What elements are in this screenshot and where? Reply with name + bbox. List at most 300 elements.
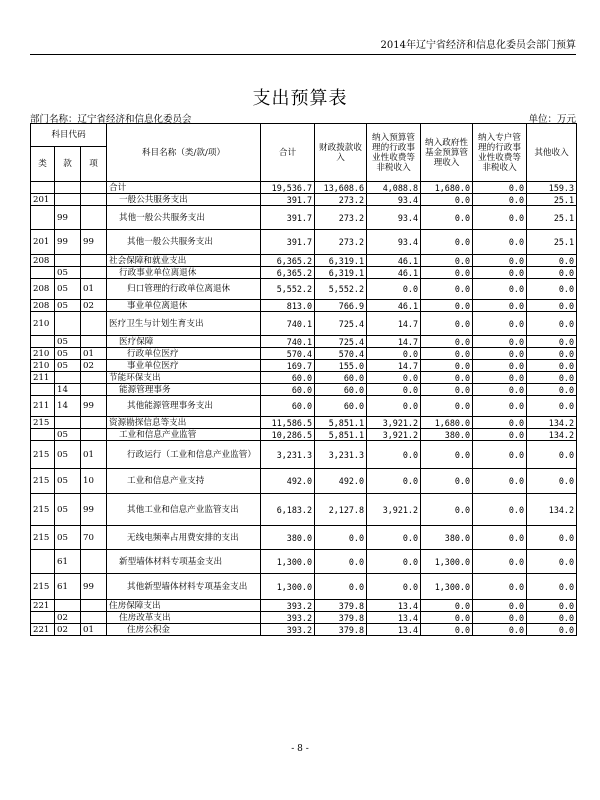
cell-name: 其他一般公共服务支出 <box>107 206 261 230</box>
cell-kuan <box>55 372 81 384</box>
cell-lei <box>31 182 55 194</box>
cell-admin-fee: 93.4 <box>367 206 421 230</box>
cell-special: 0.0 <box>473 312 527 336</box>
cell-admin-fee: 3,921.2 <box>367 429 421 441</box>
cell-special: 0.0 <box>473 194 527 206</box>
cell-fiscal: 155.0 <box>315 360 367 372</box>
cell-name: 工业和信息产业监管 <box>107 429 261 441</box>
cell-name: 能源管理事务 <box>107 384 261 396</box>
cell-xiang <box>81 417 107 429</box>
cell-total: 492.0 <box>261 469 315 494</box>
cell-xiang <box>81 372 107 384</box>
cell-fiscal: 379.8 <box>315 612 367 624</box>
cell-xiang <box>81 336 107 348</box>
cell-fiscal: 273.2 <box>315 230 367 255</box>
cell-lei: 215 <box>31 494 55 526</box>
cell-gov-fund: 1,680.0 <box>421 182 473 194</box>
cell-kuan: 05 <box>55 494 81 526</box>
cell-kuan <box>55 255 81 267</box>
table-row <box>31 494 577 526</box>
cell-total: 393.2 <box>261 600 315 612</box>
cell-kuan: 02 <box>55 612 81 624</box>
cell-admin-fee: 14.7 <box>367 360 421 372</box>
cell-admin-fee: 0.0 <box>367 550 421 574</box>
header-fiscal: 财政拨款收入 <box>315 124 367 182</box>
cell-fiscal: 0.0 <box>315 574 367 600</box>
cell-other: 0.0 <box>527 550 577 574</box>
cell-lei: 211 <box>31 372 55 384</box>
cell-lei: 208 <box>31 255 55 267</box>
cell-other: 0.0 <box>527 372 577 384</box>
cell-special: 0.0 <box>473 255 527 267</box>
cell-gov-fund: 1,300.0 <box>421 550 473 574</box>
header-lei: 类 <box>31 147 55 182</box>
cell-special: 0.0 <box>473 396 527 417</box>
cell-admin-fee: 0.0 <box>367 441 421 469</box>
cell-special: 0.0 <box>473 372 527 384</box>
cell-xiang: 01 <box>81 348 107 360</box>
cell-special: 0.0 <box>473 267 527 279</box>
table-body <box>31 182 577 636</box>
table-row <box>31 348 577 360</box>
cell-total: 393.2 <box>261 612 315 624</box>
cell-fiscal: 5,851.1 <box>315 417 367 429</box>
table-row <box>31 624 577 636</box>
cell-name: 合计 <box>107 182 261 194</box>
cell-name: 新型墙体材料专项基金支出 <box>107 550 261 574</box>
cell-xiang <box>81 429 107 441</box>
cell-lei: 215 <box>31 417 55 429</box>
cell-lei <box>31 550 55 574</box>
table-row <box>31 182 577 194</box>
cell-xiang <box>81 312 107 336</box>
table-row <box>31 429 577 441</box>
cell-lei: 208 <box>31 279 55 300</box>
cell-admin-fee: 46.1 <box>367 255 421 267</box>
cell-special: 0.0 <box>473 182 527 194</box>
cell-gov-fund: 0.0 <box>421 312 473 336</box>
cell-name: 归口管理的行政单位离退休 <box>107 279 261 300</box>
cell-xiang: 99 <box>81 574 107 600</box>
cell-other: 0.0 <box>527 312 577 336</box>
header-xiang: 项 <box>81 147 107 182</box>
header-special: 纳入专户管理的行政事业性收费等非税收入 <box>473 124 527 182</box>
cell-admin-fee: 0.0 <box>367 348 421 360</box>
department-label: 部门名称：辽宁省经济和信息化委员会 <box>30 114 192 125</box>
cell-xiang: 02 <box>81 360 107 372</box>
cell-kuan: 05 <box>55 429 81 441</box>
cell-total: 60.0 <box>261 372 315 384</box>
cell-other: 0.0 <box>527 384 577 396</box>
cell-special: 0.0 <box>473 624 527 636</box>
cell-fiscal: 0.0 <box>315 550 367 574</box>
header-admin-fee: 纳入预算管理的行政事业性收费等非税收入 <box>367 124 421 182</box>
expenditure-budget-table <box>30 123 577 636</box>
cell-admin-fee: 0.0 <box>367 384 421 396</box>
cell-kuan: 05 <box>55 348 81 360</box>
cell-other: 0.0 <box>527 255 577 267</box>
page-title: 支出预算表 <box>252 88 348 109</box>
cell-other: 134.2 <box>527 494 577 526</box>
cell-other: 25.1 <box>527 194 577 206</box>
cell-name: 节能环保支出 <box>107 372 261 384</box>
cell-name: 医疗卫生与计划生育支出 <box>107 312 261 336</box>
table-row <box>31 372 577 384</box>
cell-gov-fund: 0.0 <box>421 206 473 230</box>
cell-fiscal: 273.2 <box>315 194 367 206</box>
cell-lei: 210 <box>31 360 55 372</box>
cell-special: 0.0 <box>473 526 527 550</box>
cell-kuan: 14 <box>55 384 81 396</box>
cell-gov-fund: 380.0 <box>421 429 473 441</box>
table-row <box>31 600 577 612</box>
cell-other: 0.0 <box>527 441 577 469</box>
cell-lei <box>31 429 55 441</box>
cell-gov-fund: 0.0 <box>421 336 473 348</box>
cell-special: 0.0 <box>473 550 527 574</box>
cell-total: 60.0 <box>261 384 315 396</box>
table-row <box>31 336 577 348</box>
table-row <box>31 417 577 429</box>
cell-name: 事业单位离退休 <box>107 300 261 312</box>
cell-kuan: 05 <box>55 360 81 372</box>
cell-total: 60.0 <box>261 396 315 417</box>
table-row <box>31 194 577 206</box>
cell-total: 169.7 <box>261 360 315 372</box>
cell-admin-fee: 0.0 <box>367 526 421 550</box>
cell-lei <box>31 612 55 624</box>
cell-name: 住房公积金 <box>107 624 261 636</box>
cell-fiscal: 13,608.6 <box>315 182 367 194</box>
cell-xiang <box>81 194 107 206</box>
cell-name: 无线电频率占用费安排的支出 <box>107 526 261 550</box>
cell-special: 0.0 <box>473 300 527 312</box>
cell-name: 医疗保障 <box>107 336 261 348</box>
cell-admin-fee: 14.7 <box>367 336 421 348</box>
cell-gov-fund: 0.0 <box>421 255 473 267</box>
cell-gov-fund: 0.0 <box>421 372 473 384</box>
cell-kuan <box>55 600 81 612</box>
cell-total: 740.1 <box>261 336 315 348</box>
cell-kuan: 99 <box>55 230 81 255</box>
cell-special: 0.0 <box>473 206 527 230</box>
cell-gov-fund: 0.0 <box>421 279 473 300</box>
cell-gov-fund: 0.0 <box>421 360 473 372</box>
cell-admin-fee: 3,921.2 <box>367 417 421 429</box>
cell-total: 11,586.5 <box>261 417 315 429</box>
cell-lei: 215 <box>31 469 55 494</box>
cell-xiang: 99 <box>81 230 107 255</box>
cell-special: 0.0 <box>473 279 527 300</box>
cell-fiscal: 6,319.1 <box>315 255 367 267</box>
cell-xiang: 70 <box>81 526 107 550</box>
cell-gov-fund: 0.0 <box>421 230 473 255</box>
table-row <box>31 441 577 469</box>
cell-lei: 210 <box>31 312 55 336</box>
table-row <box>31 526 577 550</box>
cell-total: 391.7 <box>261 194 315 206</box>
cell-gov-fund: 0.0 <box>421 194 473 206</box>
cell-admin-fee: 93.4 <box>367 194 421 206</box>
cell-admin-fee: 0.0 <box>367 372 421 384</box>
table-row <box>31 360 577 372</box>
cell-fiscal: 5,851.1 <box>315 429 367 441</box>
cell-kuan <box>55 312 81 336</box>
table-row <box>31 574 577 600</box>
table-row <box>31 396 577 417</box>
table-row <box>31 267 577 279</box>
cell-special: 0.0 <box>473 612 527 624</box>
cell-total: 391.7 <box>261 206 315 230</box>
cell-fiscal: 2,127.8 <box>315 494 367 526</box>
cell-total: 5,552.2 <box>261 279 315 300</box>
cell-name: 住房改革支出 <box>107 612 261 624</box>
cell-gov-fund: 0.0 <box>421 396 473 417</box>
page-number: - 8 - <box>291 744 309 754</box>
cell-lei: 208 <box>31 300 55 312</box>
cell-lei: 215 <box>31 441 55 469</box>
cell-fiscal: 5,552.2 <box>315 279 367 300</box>
cell-admin-fee: 4,088.8 <box>367 182 421 194</box>
cell-total: 391.7 <box>261 230 315 255</box>
cell-xiang: 01 <box>81 441 107 469</box>
cell-fiscal: 0.0 <box>315 526 367 550</box>
cell-xiang: 01 <box>81 279 107 300</box>
cell-admin-fee: 0.0 <box>367 574 421 600</box>
cell-other: 0.0 <box>527 469 577 494</box>
table-row <box>31 612 577 624</box>
cell-xiang: 99 <box>81 494 107 526</box>
cell-special: 0.0 <box>473 494 527 526</box>
table-row <box>31 312 577 336</box>
cell-fiscal: 766.9 <box>315 300 367 312</box>
cell-kuan <box>55 182 81 194</box>
cell-total: 3,231.3 <box>261 441 315 469</box>
cell-total: 380.0 <box>261 526 315 550</box>
cell-xiang <box>81 550 107 574</box>
cell-admin-fee: 13.4 <box>367 612 421 624</box>
cell-other: 0.0 <box>527 574 577 600</box>
cell-fiscal: 379.8 <box>315 624 367 636</box>
cell-lei <box>31 206 55 230</box>
cell-other: 25.1 <box>527 206 577 230</box>
cell-special: 0.0 <box>473 429 527 441</box>
cell-lei: 221 <box>31 600 55 612</box>
cell-kuan: 99 <box>55 206 81 230</box>
cell-xiang <box>81 255 107 267</box>
cell-special: 0.0 <box>473 348 527 360</box>
cell-gov-fund: 0.0 <box>421 348 473 360</box>
cell-special: 0.0 <box>473 574 527 600</box>
cell-total: 1,300.0 <box>261 574 315 600</box>
cell-name: 行政运行（工业和信息产业监管） <box>107 441 261 469</box>
cell-total: 10,286.5 <box>261 429 315 441</box>
cell-gov-fund: 0.0 <box>421 612 473 624</box>
cell-other: 25.1 <box>527 230 577 255</box>
cell-special: 0.0 <box>473 336 527 348</box>
cell-kuan <box>55 194 81 206</box>
cell-other: 0.0 <box>527 336 577 348</box>
cell-admin-fee: 0.0 <box>367 469 421 494</box>
cell-special: 0.0 <box>473 230 527 255</box>
cell-name: 事业单位医疗 <box>107 360 261 372</box>
cell-xiang <box>81 600 107 612</box>
cell-other: 0.0 <box>527 348 577 360</box>
cell-gov-fund: 1,300.0 <box>421 574 473 600</box>
cell-lei: 210 <box>31 348 55 360</box>
cell-admin-fee: 0.0 <box>367 396 421 417</box>
cell-admin-fee: 3,921.2 <box>367 494 421 526</box>
cell-gov-fund: 0.0 <box>421 384 473 396</box>
cell-fiscal: 725.4 <box>315 312 367 336</box>
header-code-group: 科目代码 <box>31 124 107 147</box>
cell-total: 813.0 <box>261 300 315 312</box>
cell-gov-fund: 380.0 <box>421 526 473 550</box>
cell-lei: 221 <box>31 624 55 636</box>
cell-total: 19,536.7 <box>261 182 315 194</box>
cell-total: 1,300.0 <box>261 550 315 574</box>
cell-xiang: 01 <box>81 624 107 636</box>
cell-lei: 211 <box>31 396 55 417</box>
cell-total: 393.2 <box>261 624 315 636</box>
cell-fiscal: 60.0 <box>315 384 367 396</box>
cell-other: 0.0 <box>527 396 577 417</box>
cell-lei: 215 <box>31 574 55 600</box>
table-row <box>31 206 577 230</box>
cell-fiscal: 3,231.3 <box>315 441 367 469</box>
cell-kuan: 05 <box>55 441 81 469</box>
cell-gov-fund: 0.0 <box>421 441 473 469</box>
cell-kuan: 05 <box>55 279 81 300</box>
table-row <box>31 550 577 574</box>
cell-name: 其他能源管理事务支出 <box>107 396 261 417</box>
cell-xiang: 02 <box>81 300 107 312</box>
header-name: 科目名称（类/款/项） <box>107 124 261 182</box>
cell-lei <box>31 267 55 279</box>
cell-special: 0.0 <box>473 469 527 494</box>
cell-fiscal: 570.4 <box>315 348 367 360</box>
cell-total: 6,183.2 <box>261 494 315 526</box>
cell-gov-fund: 0.0 <box>421 494 473 526</box>
cell-other: 134.2 <box>527 417 577 429</box>
cell-name: 其他一般公共服务支出 <box>107 230 261 255</box>
table-row <box>31 300 577 312</box>
cell-other: 0.0 <box>527 612 577 624</box>
cell-xiang <box>81 182 107 194</box>
cell-kuan: 61 <box>55 550 81 574</box>
cell-total: 570.4 <box>261 348 315 360</box>
cell-name: 资源勘探信息等支出 <box>107 417 261 429</box>
cell-name: 行政单位医疗 <box>107 348 261 360</box>
cell-gov-fund: 0.0 <box>421 600 473 612</box>
cell-name: 其他新型墙体材料专项基金支出 <box>107 574 261 600</box>
cell-lei <box>31 384 55 396</box>
cell-kuan: 02 <box>55 624 81 636</box>
cell-name: 住房保障支出 <box>107 600 261 612</box>
cell-other: 134.2 <box>527 429 577 441</box>
header-other: 其他收入 <box>527 124 577 182</box>
cell-fiscal: 492.0 <box>315 469 367 494</box>
unit-label: 单位：万元 <box>528 114 576 125</box>
table-row <box>31 384 577 396</box>
header-kuan: 款 <box>55 147 81 182</box>
cell-lei: 215 <box>31 526 55 550</box>
cell-lei <box>31 336 55 348</box>
table-row <box>31 279 577 300</box>
cell-other: 0.0 <box>527 279 577 300</box>
cell-admin-fee: 13.4 <box>367 624 421 636</box>
cell-other: 0.0 <box>527 624 577 636</box>
cell-special: 0.0 <box>473 600 527 612</box>
cell-special: 0.0 <box>473 360 527 372</box>
cell-xiang: 10 <box>81 469 107 494</box>
cell-fiscal: 379.8 <box>315 600 367 612</box>
cell-admin-fee: 93.4 <box>367 230 421 255</box>
cell-lei: 201 <box>31 230 55 255</box>
cell-name: 其他工业和信息产业监管支出 <box>107 494 261 526</box>
cell-gov-fund: 0.0 <box>421 300 473 312</box>
cell-admin-fee: 46.1 <box>367 300 421 312</box>
cell-gov-fund: 0.0 <box>421 624 473 636</box>
cell-admin-fee: 13.4 <box>367 600 421 612</box>
cell-name: 社会保障和就业支出 <box>107 255 261 267</box>
cell-other: 159.3 <box>527 182 577 194</box>
cell-admin-fee: 14.7 <box>367 312 421 336</box>
cell-other: 0.0 <box>527 526 577 550</box>
cell-other: 0.0 <box>527 300 577 312</box>
header-gov-fund: 纳入政府性基金预算管理收入 <box>421 124 473 182</box>
cell-fiscal: 6,319.1 <box>315 267 367 279</box>
cell-name: 工业和信息产业支持 <box>107 469 261 494</box>
cell-xiang: 99 <box>81 396 107 417</box>
cell-fiscal: 60.0 <box>315 372 367 384</box>
cell-name: 一般公共服务支出 <box>107 194 261 206</box>
cell-admin-fee: 0.0 <box>367 279 421 300</box>
table-row <box>31 469 577 494</box>
cell-xiang <box>81 206 107 230</box>
cell-special: 0.0 <box>473 441 527 469</box>
table-row <box>31 255 577 267</box>
cell-admin-fee: 46.1 <box>367 267 421 279</box>
cell-xiang <box>81 612 107 624</box>
cell-fiscal: 273.2 <box>315 206 367 230</box>
cell-gov-fund: 0.0 <box>421 267 473 279</box>
cell-other: 0.0 <box>527 600 577 612</box>
cell-gov-fund: 1,680.0 <box>421 417 473 429</box>
cell-fiscal: 60.0 <box>315 396 367 417</box>
cell-kuan <box>55 417 81 429</box>
cell-kuan: 05 <box>55 267 81 279</box>
cell-special: 0.0 <box>473 417 527 429</box>
cell-xiang <box>81 384 107 396</box>
cell-other: 0.0 <box>527 360 577 372</box>
cell-kuan: 61 <box>55 574 81 600</box>
cell-fiscal: 725.4 <box>315 336 367 348</box>
cell-total: 740.1 <box>261 312 315 336</box>
cell-special: 0.0 <box>473 384 527 396</box>
page-header: 2014年辽宁省经济和信息化委员会部门预算 <box>30 36 576 55</box>
cell-xiang <box>81 267 107 279</box>
cell-name: 行政事业单位离退休 <box>107 267 261 279</box>
cell-kuan: 14 <box>55 396 81 417</box>
table-row <box>31 230 577 255</box>
cell-kuan: 05 <box>55 469 81 494</box>
cell-kuan: 05 <box>55 526 81 550</box>
cell-kuan: 05 <box>55 300 81 312</box>
cell-kuan: 05 <box>55 336 81 348</box>
cell-total: 6,365.2 <box>261 255 315 267</box>
cell-other: 0.0 <box>527 267 577 279</box>
